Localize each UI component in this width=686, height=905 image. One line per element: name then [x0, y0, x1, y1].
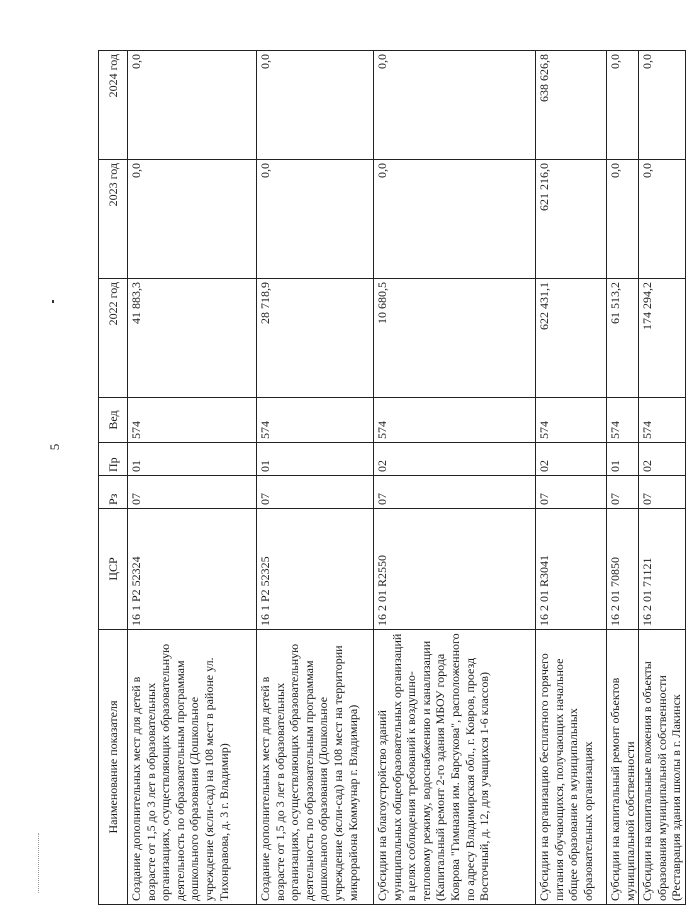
- table-row: [536, 51, 607, 905]
- cell-ved: 574: [128, 398, 257, 443]
- cell-2024: 0,0: [128, 51, 257, 160]
- cell-2023: 0,0: [257, 160, 374, 279]
- cell-2022: 41 883,3: [128, 279, 257, 398]
- cell-ved: 574: [639, 398, 686, 443]
- table-row: [257, 51, 374, 905]
- cell-pr: 01: [607, 443, 639, 476]
- cell-csr: 16 2 01 R2550: [374, 509, 536, 630]
- cell-ved: 574: [257, 398, 374, 443]
- cell-pr: 01: [257, 443, 374, 476]
- table-row: [607, 51, 639, 905]
- header-2024: 2024 год: [99, 51, 128, 160]
- cell-2022: 61 513,2: [607, 279, 639, 398]
- cell-csr: 16 2 01 R3041: [536, 509, 607, 630]
- header-2023: 2023 год: [99, 160, 128, 279]
- cell-name: Субсидии на благоустройство зданий муниципальных общеобразовательных организаций в целях соблюдения требований к воздушно-тепловому режиму, водоснабжению и канализации (Капитальный ремонт 2-го здания МБОУ города Коврова "Гимназия им. Барсукова", расположенного по адресу Владимирская обл., г. Ковров, проезд Восточный, д. 12, для учащихся 1-6 классов): [374, 630, 536, 905]
- cell-2024: 0,0: [607, 51, 639, 160]
- cell-2024: 0,0: [374, 51, 536, 160]
- cell-2023: 0,0: [607, 160, 639, 279]
- cell-ved: 574: [536, 398, 607, 443]
- cell-rz: 07: [536, 476, 607, 509]
- table-row: [639, 51, 686, 905]
- cell-csr: 16 1 P2 52324: [128, 509, 257, 630]
- scan-mark: [52, 300, 54, 303]
- cell-name: Субсидии на капитальные вложения в объекты образования муниципальной собственности (Реставрация здания школы в г. Лакинск: [639, 630, 686, 905]
- cell-2024: 0,0: [257, 51, 374, 160]
- cell-2022: 174 294,2: [639, 279, 686, 398]
- cell-2023: 0,0: [128, 160, 257, 279]
- cell-2022: 622 431,1: [536, 279, 607, 398]
- cell-2024: 638 626,8: [536, 51, 607, 160]
- header-ved: Вед: [99, 398, 128, 443]
- cell-name: Создание дополнительных мест для детей в возрасте от 1,5 до 3 лет в образовательных организациях, осуществляющих образовательную деятельность по образовательным программам дошкольного образования (Дошкольное учреждение (ясли-сад) на 108 мест в районе ул. Тихонравова, д. 3 г. Владимир): [128, 630, 257, 905]
- cell-name: Субсидии на капитальный ремонт объектов муниципальной собственности: [607, 630, 639, 905]
- page-number: 5: [47, 443, 62, 451]
- header-2022: 2022 год: [99, 279, 128, 398]
- table-header-row: [99, 51, 128, 905]
- cell-pr: 02: [374, 443, 536, 476]
- cell-name: Создание дополнительных мест для детей в возрасте от 1,5 до 3 лет в образовательных организациях, осуществляющих образовательную деятельность по образовательным программам дошкольного образования (Дошкольное учреждение (ясли-сад) на 108 мест на территории микрорайона Коммунар г. Владимира): [257, 630, 374, 905]
- header-name: Наименование показателя: [99, 630, 128, 905]
- cell-pr: 01: [128, 443, 257, 476]
- cell-ved: 574: [607, 398, 639, 443]
- cell-csr: 16 1 P2 52325: [257, 509, 374, 630]
- cell-2024: 0,0: [639, 51, 686, 160]
- cell-rz: 07: [257, 476, 374, 509]
- scan-edge-dots: [38, 833, 40, 893]
- table-row: [128, 51, 257, 905]
- cell-rz: 07: [374, 476, 536, 509]
- header-rz: Рз: [99, 476, 128, 509]
- cell-csr: 16 2 01 71121: [639, 509, 686, 630]
- table-viewport: [98, 54, 684, 905]
- cell-name: Субсидии на организацию бесплатного горячего питания обучающихся, получающих начальное общее образование в муниципальных образовательных организациях: [536, 630, 607, 905]
- cell-pr: 02: [639, 443, 686, 476]
- table-row: [374, 51, 536, 905]
- rotated-page-content: [98, 54, 684, 905]
- cell-rz: 07: [128, 476, 257, 509]
- cell-2023: 0,0: [639, 160, 686, 279]
- cell-ved: 574: [374, 398, 536, 443]
- cell-2022: 28 718,9: [257, 279, 374, 398]
- cell-2023: 0,0: [374, 160, 536, 279]
- header-csr: ЦСР: [99, 509, 128, 630]
- cell-2023: 621 216,0: [536, 160, 607, 279]
- budget-table: [98, 50, 686, 905]
- cell-rz: 07: [639, 476, 686, 509]
- header-pr: Пр: [99, 443, 128, 476]
- cell-csr: 16 2 01 70850: [607, 509, 639, 630]
- cell-pr: 02: [536, 443, 607, 476]
- cell-rz: 07: [607, 476, 639, 509]
- cell-2022: 10 680,5: [374, 279, 536, 398]
